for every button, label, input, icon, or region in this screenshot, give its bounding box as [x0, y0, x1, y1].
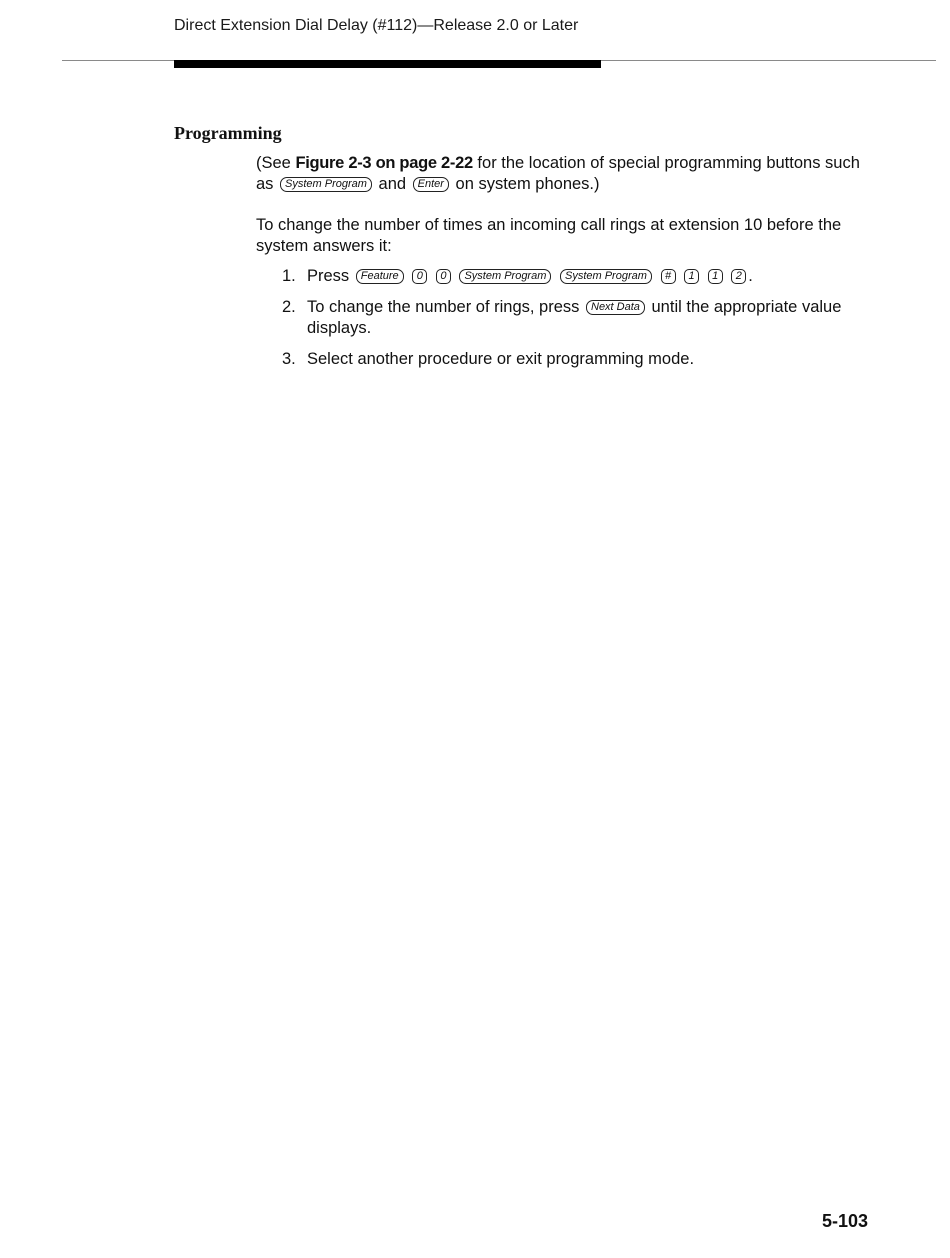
intro-and: and	[373, 175, 411, 193]
step-2-suffix: until the appropriate value displays.	[307, 298, 842, 337]
digit-2-key-icon: 2	[731, 269, 746, 284]
step-1-prefix: Press	[307, 267, 354, 285]
figure-cross-reference: Figure 2-3 on page 2-22	[295, 154, 473, 172]
section-heading: Programming	[174, 123, 282, 143]
step-2-prefix: To change the number of rings, press	[307, 298, 584, 316]
step-number: 2.	[282, 298, 296, 316]
step-3-text: Select another procedure or exit programming mode.	[307, 350, 695, 368]
header-bar	[174, 60, 601, 68]
system-program-key-icon: System Program	[459, 269, 551, 284]
system-program-key-icon: System Program	[560, 269, 652, 284]
digit-0-key-icon: 0	[436, 269, 451, 284]
step-number: 3.	[282, 350, 296, 368]
intro-note	[256, 153, 876, 195]
intro-suffix: on system phones.)	[450, 175, 600, 193]
running-header-title: Direct Extension Dial Delay (#112)—Release 2.0 or Later	[174, 17, 579, 34]
intro-prefix: (See	[256, 154, 296, 172]
step-1-suffix: .	[748, 267, 753, 285]
next-data-key-icon: Next Data	[586, 300, 645, 315]
intro-middle: for the location of special programming buttons such as	[256, 154, 860, 193]
system-program-key-icon: System Program	[280, 177, 372, 192]
procedure-lead: To change the number of times an incoming call rings at extension 10 before the system answers it:	[256, 216, 842, 255]
pound-key-icon: #	[661, 269, 676, 284]
step-number: 1.	[282, 267, 296, 285]
digit-1-key-icon: 1	[684, 269, 699, 284]
digit-0-key-icon: 0	[412, 269, 427, 284]
digit-1-key-icon: 1	[708, 269, 723, 284]
step-3	[280, 349, 880, 370]
step-2	[280, 297, 880, 339]
procedure-steps	[280, 266, 880, 380]
step-1	[280, 266, 880, 287]
feature-key-icon: Feature	[356, 269, 404, 284]
enter-key-icon: Enter	[413, 177, 449, 192]
page-number: 5-103	[821, 1211, 868, 1231]
